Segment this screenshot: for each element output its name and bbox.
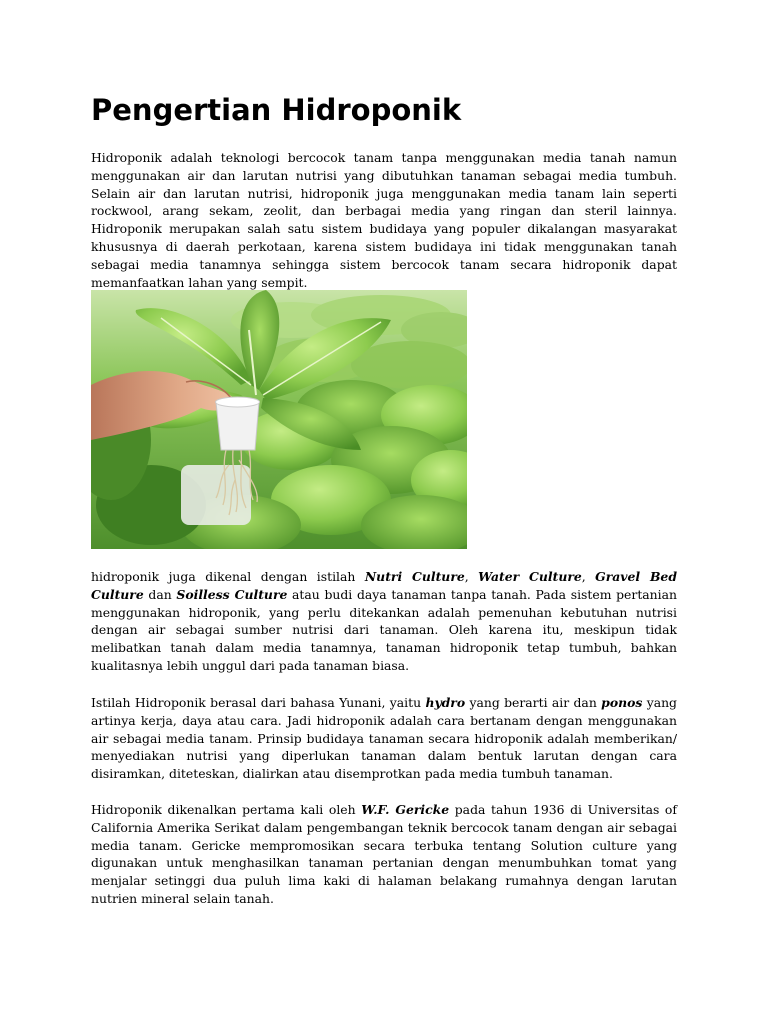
page-title: Pengertian Hidroponik [91, 93, 462, 127]
term-wf-gericke: W.F. Gericke [361, 802, 450, 817]
term-water-culture: Water Culture [478, 569, 582, 584]
term-ponos: ponos [601, 695, 643, 710]
text-run: dan [143, 586, 177, 602]
hydroponic-lettuce-photo [91, 290, 467, 549]
text-run: hidroponik juga dikenal dengan istilah [91, 569, 365, 584]
text-run: yang artinya kerja, daya atau cara. Jadi hidroponik adalah cara bertanam dengan menggunakan air sebagai media tanam. Prinsip budidaya tanaman secara hidroponik adalah memberikan/ menyediakan nutrisi yang diperlukan tanaman dalam bentuk larutan dengan cara disiramkan, diteteskan, dialirkan atau disemprotkan pada media tumbuh tanaman. [91, 695, 677, 782]
text-run: Istilah Hidroponik berasal dari bahasa Yunani, yaitu [91, 695, 426, 710]
term-gravel-bed-culture: Gravel Bed Culture [91, 569, 677, 602]
term-hydro: hydro [425, 695, 466, 710]
term-nutri-culture: Nutri Culture [364, 569, 465, 584]
text-run: atau budi daya tanaman tanpa tanah. Pada sistem pertanian menggunakan hidroponik, yang perlu ditekankan adalah pemenuhan kebutuhan nutrisi dengan air sebagai sumber nutrisi dari tanaman. Oleh karena itu, meskipun tidak melibatkan tanah dalam media tanamnya, tanaman hidroponik tetap tumbuh, bahkan kualitasnya lebih unggul dari pada tanaman biasa. [91, 586, 677, 673]
paragraph-etymology [91, 694, 677, 783]
paragraph-history [91, 801, 677, 908]
text-run: , [581, 569, 596, 584]
term-soilless-culture: Soilless Culture [176, 586, 288, 602]
text-run: Hidroponik dikenalkan pertama kali oleh [91, 802, 362, 817]
text-run: , [464, 569, 479, 584]
text-run: yang berarti air dan [465, 695, 602, 710]
paragraph-intro: Hidroponik adalah teknologi bercocok tanam tanpa menggunakan media tanah namun menggunakan air dan larutan nutrisi yang dibutuhkan tanaman sebagai media tumbuh. Selain air dan larutan nutrisi, hidroponik juga menggunakan media tanam lain seperti rockwool, arang sekam, zeolit, dan berbagai media yang ringan dan steril lainnya. Hidroponik merupakan salah satu sistem budidaya yang populer dikalangan masyarakat khususnya di daerah perkotaan, karena sistem budidaya ini tidak menggunakan tanah sebagai media tanamnya sehingga sistem bercocok tanam secara hidroponik dapat memanfaatkan lahan yang sempit. [91, 150, 677, 290]
paragraph-terms [91, 568, 677, 675]
text-run: pada tahun 1936 di Universitas of California Amerika Serikat dalam pengembangan teknik bercocok tanam dengan air sebagai media tanam. Gericke mempromosikan secara terbuka tentang Solution culture yang digunakan untuk menghasilkan tanaman pertanian dengan menumbuhkan tomat yang menjalar setinggi dua puluh lima kaki di halaman belakang rumahnya dengan larutan nutrien mineral selain tanah. [91, 802, 677, 906]
